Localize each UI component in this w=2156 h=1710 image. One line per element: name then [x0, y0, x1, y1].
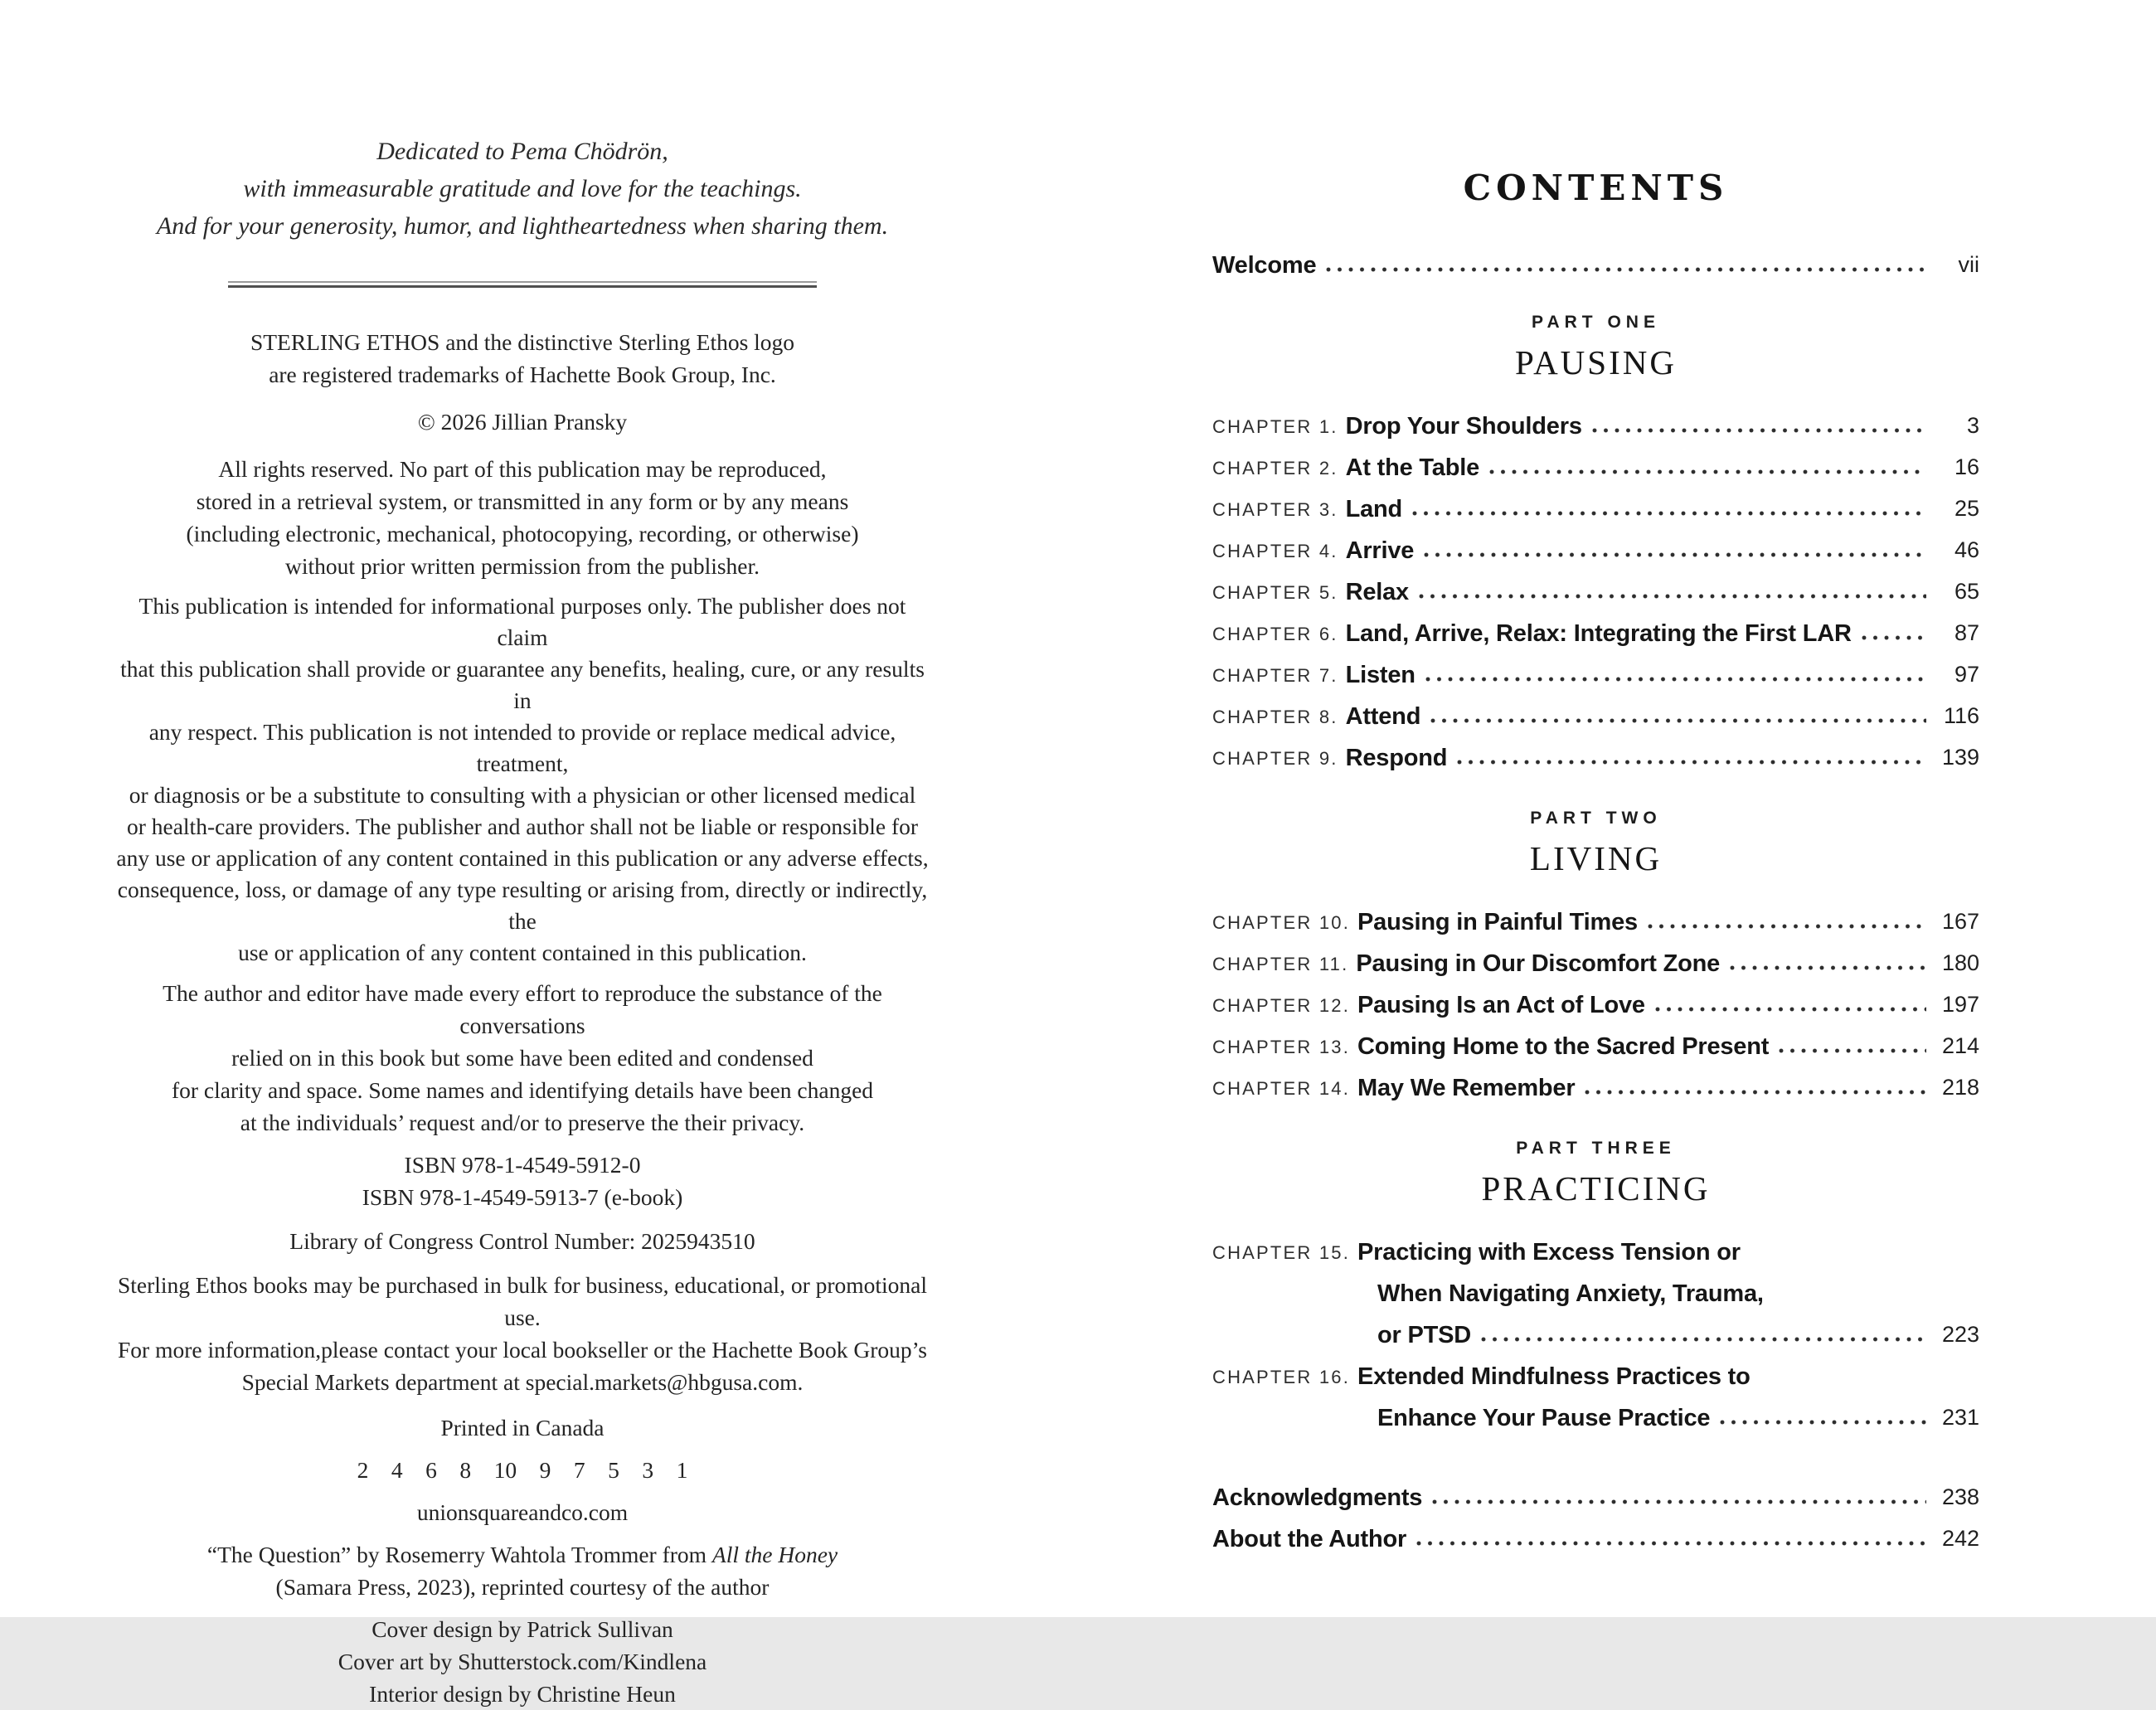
- chapter-label: CHAPTER 8.: [1212, 707, 1338, 727]
- chapter-title: Land, Arrive, Relax: Integrating the First LAR: [1345, 620, 1852, 647]
- isbn-print: ISBN 978-1-4549-5912-0: [404, 1152, 641, 1178]
- dot-leader: [1655, 1007, 1926, 1012]
- toc-entry-continuation: [1212, 1391, 1979, 1432]
- trademark-line: are registered trademarks of Hachette Book Group, Inc.: [269, 362, 776, 387]
- toc-entry: [1212, 936, 1979, 978]
- chapter-label: CHAPTER 12.: [1212, 995, 1351, 1016]
- page-number: 97: [1954, 662, 1979, 687]
- chapter-title: Relax: [1345, 579, 1409, 605]
- toc-entry-about-the-author: [1212, 1512, 1979, 1553]
- copyright-line: © 2026 Jillian Pransky: [417, 409, 628, 435]
- page-number: 87: [1954, 620, 1979, 645]
- chapter-title: Listen: [1345, 662, 1415, 688]
- rights-line: stored in a retrieval system, or transmitted in any form or by any means: [196, 488, 849, 514]
- toc-entry: [1212, 482, 1979, 523]
- dedication-line: Dedicated to Pema Chödrön,: [376, 138, 668, 165]
- medical-disclaimer: [116, 590, 929, 969]
- page-number: 197: [1941, 992, 1979, 1017]
- rights-line: All rights reserved. No part of this publication may be reproduced,: [218, 456, 827, 482]
- bulk-line: Special Markets department at special.markets@hbgusa.com.: [241, 1369, 804, 1395]
- toc-entry-continuation: [1212, 1308, 1979, 1349]
- page-number: 238: [1941, 1484, 1979, 1509]
- toc-entry: [1212, 606, 1979, 648]
- disclaimer-line: consequence, loss, or damage of any type resulting or arising from, directly or indirectly, the: [117, 877, 928, 934]
- toc-entry: [1212, 440, 1979, 482]
- chapter-title: Land: [1345, 496, 1403, 522]
- toc-entry: [1212, 1349, 1979, 1391]
- poem-credit-text: “The Question” by Rosemerry Wahtola Trommer from: [206, 1542, 712, 1567]
- poem-credit-line: [116, 1538, 929, 1571]
- chapter-label: CHAPTER 15.: [1212, 1242, 1351, 1263]
- chapter-title: Pausing Is an Act of Love: [1357, 992, 1645, 1018]
- chapter-title: Extended Mindfulness Practices to: [1357, 1363, 1751, 1390]
- part-title: PRACTICING: [1481, 1169, 1711, 1207]
- dot-leader: [1416, 1541, 1926, 1546]
- chapter-label: CHAPTER 10.: [1212, 912, 1351, 933]
- dot-leader: [1425, 677, 1926, 682]
- part-three-header: [1212, 1139, 1979, 1208]
- chapter-title: Enhance Your Pause Practice: [1377, 1405, 1711, 1431]
- chapter-label: CHAPTER 3.: [1212, 499, 1338, 520]
- page-number: 116: [1943, 703, 1979, 728]
- page-number: 231: [1941, 1405, 1979, 1430]
- isbn-block: [116, 1149, 929, 1213]
- publisher-website: unionsquareandco.com: [416, 1499, 629, 1525]
- conversations-line: at the individuals’ request and/or to preserve the their privacy.: [240, 1110, 805, 1135]
- bulk-purchase-notice: [116, 1269, 929, 1398]
- disclaimer-line: This publication is intended for informational purposes only. The publisher does not claim: [138, 593, 906, 650]
- conversations-line: relied on in this book but some have been edited and condensed: [231, 1045, 813, 1071]
- trademark-line: STERLING ETHOS and the distinctive Sterling Ethos logo: [250, 329, 795, 355]
- rights-line: without prior written permission from the publisher.: [284, 553, 760, 579]
- chapter-title: Attend: [1345, 703, 1421, 730]
- entry-title: Acknowledgments: [1212, 1484, 1423, 1511]
- dot-leader: [1419, 594, 1926, 599]
- dot-leader: [1481, 1337, 1926, 1342]
- trademark-notice: [116, 326, 929, 391]
- toc-entry: [1212, 1061, 1979, 1102]
- chapter-label: CHAPTER 16.: [1212, 1367, 1351, 1387]
- dot-leader: [1585, 1090, 1926, 1095]
- toc-entry-continuation: [1212, 1266, 1979, 1308]
- poem-credit: [116, 1538, 929, 1603]
- conversations-note: [116, 977, 929, 1139]
- chapter-label: CHAPTER 2.: [1212, 458, 1338, 479]
- toc-entry-acknowledgments: [1212, 1470, 1979, 1512]
- page-number: 139: [1941, 745, 1979, 770]
- dot-leader: [1730, 965, 1926, 970]
- dedication-line: with immeasurable gratitude and love for the teachings.: [243, 175, 802, 202]
- cover-art-credit: Cover art by Shutterstock.com/Kindlena: [337, 1649, 707, 1674]
- page-number: 218: [1941, 1075, 1979, 1100]
- page-number: 223: [1941, 1322, 1979, 1347]
- contents-heading: CONTENTS: [1463, 168, 1729, 208]
- chapter-title: Respond: [1345, 745, 1448, 771]
- page-number: 25: [1954, 496, 1979, 521]
- poem-credit-line: (Samara Press, 2023), reprinted courtesy of the author: [275, 1574, 770, 1600]
- divider-rule: [228, 281, 817, 288]
- poem-credit-book-title: All the Honey: [711, 1542, 838, 1567]
- entry-title: About the Author: [1212, 1526, 1407, 1552]
- disclaimer-line: use or application of any content contained in this publication.: [238, 940, 807, 965]
- part-title: LIVING: [1529, 839, 1663, 877]
- part-kicker: PART ONE: [1532, 313, 1660, 332]
- chapter-label: CHAPTER 11.: [1212, 954, 1349, 974]
- chapter-label: CHAPTER 4.: [1212, 541, 1338, 561]
- page-number: 46: [1954, 537, 1979, 562]
- chapter-label: CHAPTER 13.: [1212, 1037, 1351, 1057]
- disclaimer-line: any respect. This publication is not intended to provide or replace medical advice, treatment,: [148, 719, 896, 776]
- part-one-chapters: [1212, 399, 1979, 772]
- interior-design-credit: Interior design by Christine Heun: [369, 1681, 676, 1707]
- toc-entry: [1212, 689, 1979, 731]
- copyright-page: [116, 0, 929, 1710]
- page-number: vii: [1958, 252, 1979, 277]
- dot-leader: [1489, 469, 1926, 474]
- chapter-label: CHAPTER 6.: [1212, 624, 1338, 644]
- chapter-title: Practicing with Excess Tension or: [1357, 1239, 1741, 1265]
- rights-line: (including electronic, mechanical, photocopying, recording, or otherwise): [186, 521, 859, 547]
- chapter-label: CHAPTER 7.: [1212, 665, 1338, 686]
- dot-leader: [1648, 924, 1926, 929]
- chapter-label: CHAPTER 1.: [1212, 416, 1338, 437]
- bulk-line: For more information,please contact your local bookseller or the Hachette Book Group’s: [118, 1337, 927, 1363]
- disclaimer-line: that this publication shall provide or guarantee any benefits, healing, cure, or any results in: [120, 656, 925, 713]
- dedication: [116, 0, 929, 245]
- toc-entry: [1212, 978, 1979, 1019]
- design-credits: [116, 1613, 929, 1710]
- printed-in: Printed in Canada: [440, 1415, 605, 1440]
- chapter-label: CHAPTER 14.: [1212, 1078, 1351, 1099]
- toc-entry: [1212, 731, 1979, 772]
- part-kicker: PART TWO: [1530, 809, 1662, 828]
- page-number: 242: [1941, 1526, 1979, 1551]
- toc-entry-welcome: [1212, 241, 1979, 279]
- page-number: 3: [1966, 413, 1979, 438]
- conversations-line: The author and editor have made every effort to reproduce the substance of the conversations: [163, 980, 882, 1038]
- disclaimer-line: or diagnosis or be a substitute to consulting with a physician or other licensed medical: [129, 782, 916, 808]
- bulk-line: Sterling Ethos books may be purchased in bulk for business, educational, or promotional use.: [117, 1272, 928, 1330]
- isbn-ebook: ISBN 978-1-4549-5913-7 (e-book): [362, 1184, 683, 1210]
- dot-leader: [1457, 760, 1926, 765]
- chapter-title: When Navigating Anxiety, Trauma,: [1377, 1280, 1764, 1307]
- chapter-title: May We Remember: [1357, 1075, 1576, 1101]
- dot-leader: [1424, 552, 1926, 557]
- chapter-label: CHAPTER 5.: [1212, 582, 1338, 603]
- disclaimer-line: any use or application of any content contained in this publication or any adverse effects,: [116, 845, 929, 871]
- entry-title: Welcome: [1212, 252, 1317, 279]
- dot-leader: [1432, 1499, 1926, 1504]
- chapter-title: Pausing in Painful Times: [1357, 909, 1638, 935]
- dot-leader: [1862, 635, 1926, 640]
- part-kicker: PART THREE: [1516, 1139, 1676, 1158]
- dot-leader: [1430, 718, 1926, 723]
- contents-page: [1212, 0, 1979, 1553]
- toc-entry: [1212, 1225, 1979, 1266]
- page-number: 180: [1941, 950, 1979, 975]
- chapter-title: At the Table: [1345, 454, 1479, 481]
- dot-leader: [1779, 1048, 1926, 1053]
- cover-design-credit: Cover design by Patrick Sullivan: [371, 1616, 673, 1642]
- toc-entry: [1212, 648, 1979, 689]
- toc-entry: [1212, 399, 1979, 440]
- part-two-header: [1212, 809, 1979, 878]
- disclaimer-line: or health-care providers. The publisher and author shall not be liable or responsible for: [126, 814, 919, 839]
- part-three-chapters: [1212, 1225, 1979, 1432]
- page-number: 167: [1941, 909, 1979, 934]
- part-one-header: [1212, 313, 1979, 382]
- chapter-title: Arrive: [1345, 537, 1415, 564]
- rights-notice: [116, 453, 929, 582]
- print-run-numbers: 2 4 6 8 10 9 7 5 3 1: [357, 1457, 688, 1483]
- page-number: 214: [1941, 1033, 1979, 1058]
- chapter-title: Pausing in Our Discomfort Zone: [1356, 950, 1721, 977]
- toc-entry: [1212, 1019, 1979, 1061]
- conversations-line: for clarity and space. Some names and identifying details have been changed: [171, 1077, 874, 1103]
- dedication-line: And for your generosity, humor, and lightheartedness when sharing them.: [156, 212, 889, 240]
- dot-leader: [1326, 267, 1926, 272]
- part-title: PAUSING: [1515, 343, 1677, 381]
- library-of-congress-number: Library of Congress Control Number: 2025943510: [289, 1228, 755, 1254]
- dot-leader: [1720, 1420, 1926, 1425]
- toc-entry: [1212, 565, 1979, 606]
- page-number: 65: [1954, 579, 1979, 604]
- chapter-title: Drop Your Shoulders: [1345, 413, 1582, 440]
- dot-leader: [1592, 428, 1926, 433]
- chapter-label: CHAPTER 9.: [1212, 748, 1338, 769]
- chapter-title: or PTSD: [1377, 1322, 1471, 1348]
- toc-entry: [1212, 523, 1979, 565]
- dot-leader: [1412, 511, 1926, 516]
- back-matter: [1212, 1470, 1979, 1553]
- toc-entry: [1212, 895, 1979, 936]
- chapter-title: Coming Home to the Sacred Present: [1357, 1033, 1770, 1060]
- page-number: 16: [1954, 454, 1979, 479]
- part-two-chapters: [1212, 895, 1979, 1102]
